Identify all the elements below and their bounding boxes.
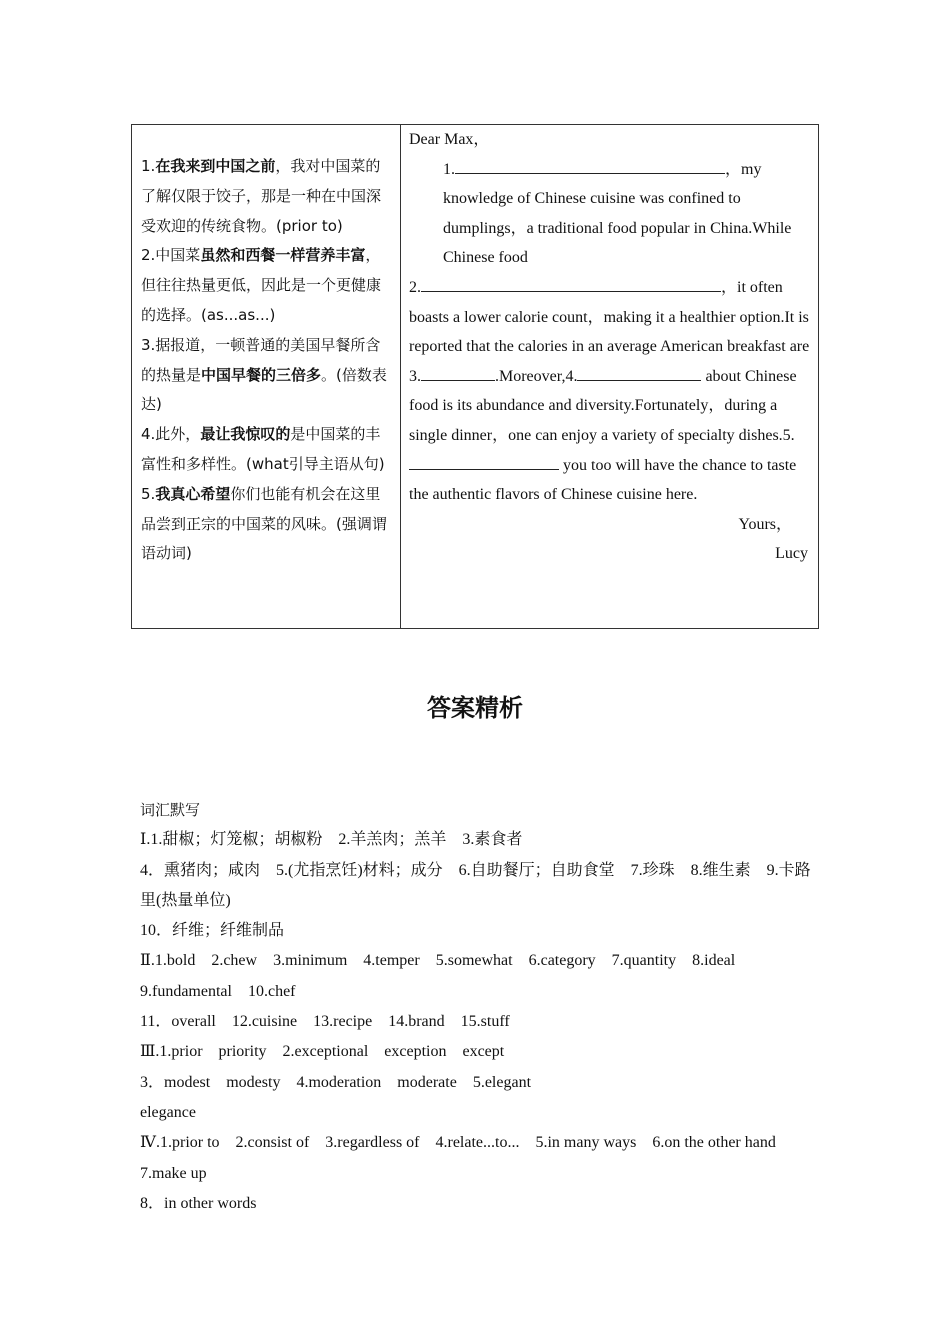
section-heading: 词汇默写	[140, 801, 201, 819]
answer-line: Ⅰ.1.甜椒；灯笼椒；胡椒粉 2.羊羔肉；羔羊 3.素食者	[140, 831, 523, 849]
letter-greeting: Dear Max，	[409, 131, 490, 148]
blank-3[interactable]	[421, 364, 495, 381]
answer-line: Ⅳ.1.prior to 2.consist of 3.regardless of 4.relate...to... 5.in many ways 6.on the other hand 7.make up	[140, 1134, 792, 1182]
prompt-item-1: 1.在我来到中国之前，我对中国菜的了解仅限于饺子，那是一种在中国深受欢迎的传统食物。(prior to)	[141, 157, 382, 235]
letter-signature: Lucy	[775, 545, 808, 563]
letter-paragraph: 1. ，my knowledge of Chinese cuisine was confined to dumplings，a traditional food popular in China.While Chinese food	[409, 155, 810, 273]
prompt-item-3: 3.据报道，一顿普通的美国早餐所含的热量是中国早餐的三倍多。(倍数表达)	[141, 335, 387, 414]
answer-line: Ⅱ.1.bold 2.chew 3.minimum 4.temper 5.somewhat 6.category 7.quantity 8.ideal 9.fundamental 10.chef	[140, 952, 752, 1000]
blank-4[interactable]	[577, 364, 701, 381]
blank-1[interactable]	[455, 157, 725, 174]
answer-line: 3．modest modesty 4.moderation moderate 5.elegant	[140, 1073, 532, 1091]
letter-closing: Yours，	[738, 515, 792, 533]
answer-line: 11．overall 12.cuisine 13.recipe 14.brand 15.stuff	[140, 1013, 510, 1031]
answer-line: Ⅲ.1.prior priority 2.exceptional exception except	[140, 1043, 505, 1061]
letter-column	[401, 125, 818, 628]
answer-line: elegance	[140, 1103, 196, 1121]
prompt-column	[132, 125, 401, 628]
letter-paragraph-2: 2. ，it often boasts a lower calorie count，making it a healthier option.It is reported that the calories in an average American breakfast are	[409, 273, 810, 362]
answer-section	[140, 795, 812, 1219]
letter-paragraph-3: 3. .Moreover,4. about Chinese food is its abundance and diversity.Fortunately，during a single dinner，one can enjoy a variety of specialty dishes.5. you too will have the chance to taste the authentic flavors of Chinese cuisine here.	[409, 362, 810, 510]
answer-line: 4．熏猪肉；咸肉 5.(尤指烹饪)材料；成分 6.自助餐厅；自助食堂 7.珍珠 8.维生素 9.卡路里(热量单位)	[140, 861, 811, 909]
blank-5[interactable]	[409, 453, 559, 470]
blank-2[interactable]	[421, 275, 721, 292]
prompt-item-2: 2.中国菜虽然和西餐一样营养丰富，但往往热量更低，因此是一个更健康的选择。(as...as...)	[141, 246, 382, 324]
prompt-item-4: 4.此外，最让我惊叹的是中国菜的丰富性和多样性。(what引导主语从句)	[141, 425, 385, 473]
prompt-item-5: 5.我真心希望你们也能有机会在这里品尝到正宗的中国菜的风味。(强调谓语动词)	[141, 484, 387, 563]
answer-title: 答案精析	[427, 694, 523, 722]
answer-line: 8．in other words	[140, 1194, 257, 1212]
answer-line: 10．纤维；纤维制品	[140, 922, 285, 940]
translation-table	[131, 124, 819, 629]
